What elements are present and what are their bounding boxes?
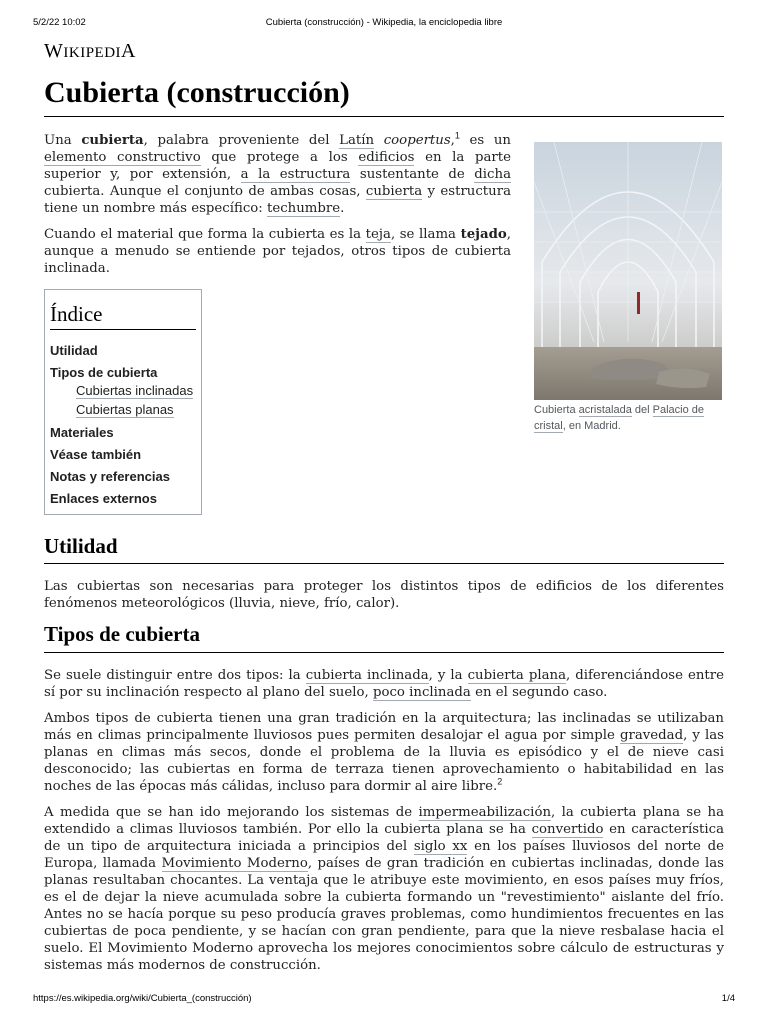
link-gravedad[interactable]: gravedad xyxy=(619,727,684,743)
link-convertido[interactable]: convertido xyxy=(531,821,604,837)
link-poco-inclinada[interactable]: poco inclinada xyxy=(372,684,471,700)
toc-item-notas-y-referencias[interactable]: Notas y referencias xyxy=(50,469,170,484)
print-header xyxy=(0,17,768,31)
wikipedia-logo[interactable]: WIKIPEDIA xyxy=(44,40,136,62)
section-heading-tipos-de-cubierta: Tipos de cubierta xyxy=(44,621,724,652)
toc-item-tipos-de-cubierta[interactable]: Tipos de cubierta xyxy=(50,365,158,380)
link-palacio-de-cristal[interactable]: Palacio de cristal xyxy=(534,404,705,432)
link-estructura[interactable]: a la estructura xyxy=(240,167,351,182)
tipos-paragraph-1: Se suele distinguir entre dos tipos: la cubierta inclinada, y la cubierta plana, diferenciándose entre sí por su inclinación respecto al plano del suelo, poco inclinada en el segundo caso. xyxy=(44,667,724,700)
table-of-contents xyxy=(44,289,202,515)
link-cubierta-plana[interactable]: cubierta plana xyxy=(467,667,567,683)
link-dicha[interactable]: dicha xyxy=(474,167,511,182)
link-movimiento-moderno[interactable]: Movimiento Moderno xyxy=(161,855,308,871)
print-datetime: 5/2/22 10:02 xyxy=(33,17,86,28)
print-url: https://es.wikipedia.org/wiki/Cubierta_(construcción) xyxy=(33,993,252,1004)
section-heading-utilidad: Utilidad xyxy=(44,533,724,564)
print-footer xyxy=(0,993,768,1007)
toc-item-utilidad[interactable]: Utilidad xyxy=(50,343,98,358)
link-latin[interactable]: Latín xyxy=(339,133,375,148)
link-cubierta[interactable]: cubierta xyxy=(365,184,423,199)
link-cubierta-inclinada[interactable]: cubierta inclinada xyxy=(305,667,429,683)
toc-item-vease-tambien[interactable]: Véase también xyxy=(50,447,142,462)
link-teja[interactable]: teja xyxy=(365,227,391,242)
link-edificios[interactable]: edificios xyxy=(358,150,415,165)
link-siglo-xx[interactable]: siglo xx xyxy=(413,838,468,854)
intro-paragraph-1: Una cubierta, palabra proveniente del Latín coopertus,$^1$ es un elemento constructivo que protege a los edificios en la parte superior y, por extensión, a la estructura sustentante de dicha cubierta. Aunque el conjunto de ambas cosas, cubierta y estructura tiene un nombre más específico: techumbre. xyxy=(44,130,512,216)
link-elemento-constructivo[interactable]: elemento constructivo xyxy=(44,150,201,165)
utilidad-paragraph: Las cubiertas son necesarias para proteger los distintos tipos de edificios de los diferentes fenómenos meteorológicos (lluvia, nieve, frío, calor). xyxy=(44,579,724,612)
page-title: Cubierta (construcción) xyxy=(44,74,724,117)
print-doc-title: Cubierta (construcción) - Wikipedia, la enciclopedia libre xyxy=(265,17,503,28)
link-impermeabilizacion[interactable]: impermeabilización xyxy=(418,804,552,820)
intro-paragraph-2: Cuando el material que forma la cubierta es la teja, se llama tejado, aunque a menudo se entiende por tejados, otros tipos de cubierta inclinada. xyxy=(44,227,511,276)
toc-item-materiales[interactable]: Materiales xyxy=(50,425,114,440)
print-page-number: 1/4 xyxy=(721,993,735,1004)
toc-item-enlaces-externos[interactable]: Enlaces externos xyxy=(50,491,157,506)
tipos-paragraph-3: A medida que se han ido mejorando los sistemas de impermeabilización, la cubierta plana se ha extendido a climas lluviosos también. Por ello la cubierta plana se ha convertido en característica de un tipo de arquitectura iniciada a principios del siglo xx en los países lluviosos del norte de Europa, llamada Movimiento Moderno, países de gran tradición en cubiertas inclinadas, donde las planas resultaban chocantes. La ventaja que le atribuye este movimiento, en esos países muy fríos, es el de dejar la nieve acumulada sobre la cubierta formando un "revestimiento" aislante del frío. Antes no se hacía porque su peso producía graves problemas, como hundimientos frecuentes en las cubiertas de poca pendiente, y se hacían con gran pendiente, para que la nieve resbalase hacia el suelo. El Movimiento Moderno aprovecha los mejores conocimientos sobre cálculo de estructuras y sistemas más modernos de construcción. xyxy=(44,804,725,973)
toc-title: Índice xyxy=(50,302,196,330)
toc-item-cubiertas-inclinadas[interactable]: Cubiertas inclinadas xyxy=(76,383,194,398)
footnote-ref-2[interactable]: 2 xyxy=(497,776,503,787)
footnote-ref-1[interactable]: 1 xyxy=(454,130,460,141)
figure-caption: Cubierta acristalada del Palacio de cristal, en Madrid. xyxy=(534,404,705,432)
article-content xyxy=(44,132,724,983)
tipos-paragraph-2: Ambos tipos de cubierta tienen una gran tradición en la arquitectura; las inclinadas se utilizaban más en climas principalmente lluviosos pues permiten desalojar el agua por simple gravedad, y las planas en climas más secos, donde el problema de la lluvia es episódico y el de nieve casi desconocido; las cubiertas en forma de terraza tienen aprovechamiento o habitabilidad en las noches de las épocas más cálidas, incluso para dormir al aire libre.$^2$ xyxy=(44,710,724,794)
toc-item-cubiertas-planas[interactable]: Cubiertas planas xyxy=(76,402,174,417)
link-acristalada[interactable]: acristalada xyxy=(578,404,632,416)
link-techumbre[interactable]: techumbre xyxy=(267,201,341,216)
